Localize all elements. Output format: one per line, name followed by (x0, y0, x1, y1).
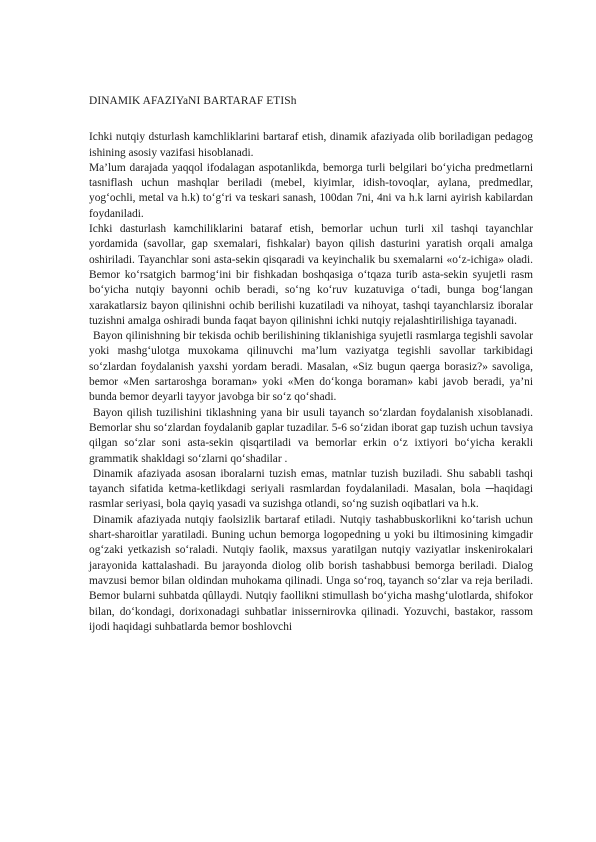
document-page (89, 94, 533, 635)
paragraph-text-composition: Dinamik afaziyada asosan iboralarni tuzish emas, matnlar tuzish buziladi. Shu sababli tashqi tayanch sifatida ketma-ketlikdagi seriyali rasmlardan foydalaniladi. Masalan, bola ─haqidagi rasmlar seriyasi, bola qayiq yasadi va suzishga otlandi, so‘ng suzish oqibatlari va h.k. (89, 467, 533, 511)
paragraph-question-words: Bayon qilinishning bir tekisda ochib berilishining tiklanishiga syujetli rasmlarga tegishli savolar yoki mashg‘ulotga muxokama qilinuvchi ma’lum vaziyatga tegishli savollar tarkibidagi so‘zlardan foydalanish yaxshi yordam beradi. Masalan, «Siz bugun qaerga borasiz?» savoliga, bemor «Men sartaroshga boraman» yoki «Men do‘konga boraman» kabi javob beradi, ya’ni bunda bemor deyarli tayyor javobga bir so‘z qo‘shadi. (89, 330, 533, 404)
paragraph-external-supports: Ichki dasturlash kamchiliklarini bataraf etish, bemorlar uchun turli xil tashqi tayanchlar yordamida (savollar, gap sxemalari, fishkalar) bayon qilish dasturini yaratish orqali amalga oshiriladi. Tayanchlar soni asta-sekin qisqaradi va keyinchalik bu sxemalarni «o‘z-ichiga» oladi. Bemor ko‘rsatgich barmog‘ini bir fishkadan boshqasiga o‘tqaza turib asta-sekin syujetli rasm bo‘yicha nutqiy bayonni ochib beradi, so‘ng ko‘ruv kuzatuviga o‘tadi, bunga bog‘langan xarakatlarsiz bayon qilinishni ochib berilishi kuzatiladi va nihoyat, tashqi tayanchlarsiz iboralar tuzishni amalga oshiradi bunda faqat bayon qilinishni ichki nutqiy rejalashtirilishiga tayanadi. (89, 223, 533, 327)
paragraph-support-words: Bayon qilish tuzilishini tiklashning yana bir usuli tayanch so‘zlardan foydalanish xisoblanadi. Bemorlar shu so‘zlardan foydalanib gaplar tuzadilar. 5-6 so‘zidan iborat gap tuzish uchun tavsiya qilgan so‘zlar soni asta-sekin qisqartiladi va bemorlar erkin o‘z ixtiyori bo‘yicha kerakli grammatik shakldagi so‘zlarni qo‘shadilar . (89, 406, 533, 465)
paragraph-classification-exercises: Ma’lum darajada yaqqol ifodalagan aspotanlikda, bemorga turli belgilari bo‘yicha predmetlarni tasniflash uchun mashqlar beriladi (mebel, kiyimlar, idish-tovoqlar, aylana, predmedlar, yog‘ochli, metal va h.k) to‘g‘ri va teskari sanash, 100dan 7ni, 4ni va h.k larni ayirish kabilardan foydaniladi. (89, 161, 533, 220)
paragraph-intro: Ichki nutqiy dsturlash kamchliklarini bartaraf etish, dinamik afaziyada olib boriladigan pedagog ishining asosiy vazifasi hisoblanadi. (89, 131, 533, 159)
paragraph-speech-activity: Dinamik afaziyada nutqiy faolsizlik bartaraf etiladi. Nutqiy tashabbuskorlikni ko‘tarish uchun shart-sharoitlar yaratiladi. Buning uchun bemorga logopedning u yoki bu iltimosining kimgadir og‘zaki yetkazish so‘raladi. Nutqiy faolik, maxsus yaratilgan nutqiy vaziyatlar inskenirokalari jarayonida kattalashadi. Bu jarayonda diolog olib borish tashabbusi bemorga beriladi. Dialog mavzusi bemor bilan oldindan muhokama qilinadi. Unga so‘roq, tayanch so‘zlar va reja beriladi. Bemor bularni suhbatda qûllaydi. Nutqiy faollikni stimullash bo‘yicha mashg‘ulotlarda, shifokor bilan, do‘kondagi, dorixonadagi suhbatlar inissernirovka qilinadi. Yozuvchi, bastakor, rassom ijodi haqidagi suhbatlarda bemor boshlovchi (89, 513, 533, 633)
document-title: DINAMIK AFAZIYaNI BARTARAF ETISh (89, 95, 297, 107)
